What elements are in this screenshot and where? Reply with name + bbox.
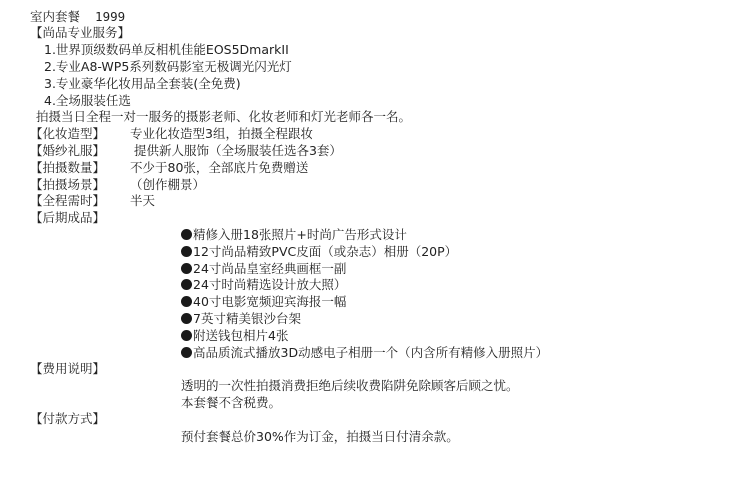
product-item-text: 高品质流式播放3D动感电子相册一个（内含所有精修入册照片） (193, 345, 549, 360)
detail-value-quantity: 不少于80张，全部底片免费赠送 (130, 160, 309, 175)
fees-line: 透明的一次性拍摄消费拒绝后续收费陷阱免除顾客后顾之忧。 (181, 378, 519, 393)
fees-line: 本套餐不含税费。 (181, 395, 282, 410)
service-heading: 【尚品专业服务】 (30, 25, 131, 40)
product-item-text: 精修入册18张照片+时尚广告形式设计 (193, 227, 407, 242)
product-item (181, 311, 301, 327)
bullet-icon (181, 246, 192, 257)
product-item (181, 294, 346, 310)
bullet-icon (181, 347, 192, 358)
detail-value-scene: （创作棚景） (130, 177, 206, 192)
service-note: 拍摄当日全程一对一服务的摄影老师、化妆老师和灯光老师各一名。 (36, 109, 412, 124)
service-item: 4.全场服装任选 (44, 93, 131, 108)
detail-label-scene: 【拍摄场景】 (30, 177, 106, 192)
product-item (181, 244, 457, 260)
product-item-text: 附送钱包相片4张 (193, 328, 289, 343)
detail-value-makeup: 专业化妆造型3组，拍摄全程跟妆 (130, 126, 313, 141)
product-item (181, 345, 548, 361)
detail-label-gowns: 【婚纱礼服】 (30, 143, 106, 158)
payment-heading: 【付款方式】 (30, 411, 106, 426)
detail-value-duration: 半天 (130, 193, 156, 208)
bullet-icon (181, 330, 192, 341)
detail-label-makeup: 【化妆造型】 (30, 126, 106, 141)
product-item (181, 277, 346, 293)
product-item (181, 328, 288, 344)
bullet-icon (181, 263, 192, 274)
product-item-text: 24寸尚品皇室经典画框一副 (193, 261, 347, 276)
product-item (181, 261, 346, 277)
product-item-text: 7英寸精美银沙台架 (193, 311, 301, 326)
service-item: 1.世界顶级数码单反相机佳能EOS5DmarkII (44, 42, 289, 57)
payment-text: 预付套餐总价30%作为订金，拍摄当日付清余款。 (181, 429, 459, 444)
service-item: 2.专业A8-WP5系列数码影室无极调光闪光灯 (44, 59, 292, 74)
package-title: 室内套餐 1999 (30, 9, 126, 24)
product-item (181, 227, 407, 243)
product-item-text: 40寸电影宽频迎宾海报一幅 (193, 294, 347, 309)
bullet-icon (181, 229, 192, 240)
service-item: 3.专业豪华化妆用品全套装(全免费) (44, 76, 241, 91)
fees-heading: 【费用说明】 (30, 361, 106, 376)
detail-label-quantity: 【拍摄数量】 (30, 160, 106, 175)
detail-value-gowns: 提供新人服饰（全场服装任选各3套） (130, 143, 342, 158)
bullet-icon (181, 313, 192, 324)
products-heading: 【后期成品】 (30, 210, 106, 225)
bullet-icon (181, 296, 192, 307)
detail-label-duration: 【全程需时】 (30, 193, 106, 208)
product-item-text: 24寸时尚精选设计放大照） (193, 277, 347, 292)
bullet-icon (181, 279, 192, 290)
product-item-text: 12寸尚品精致PVC皮面（或杂志）相册（20P） (193, 244, 458, 259)
